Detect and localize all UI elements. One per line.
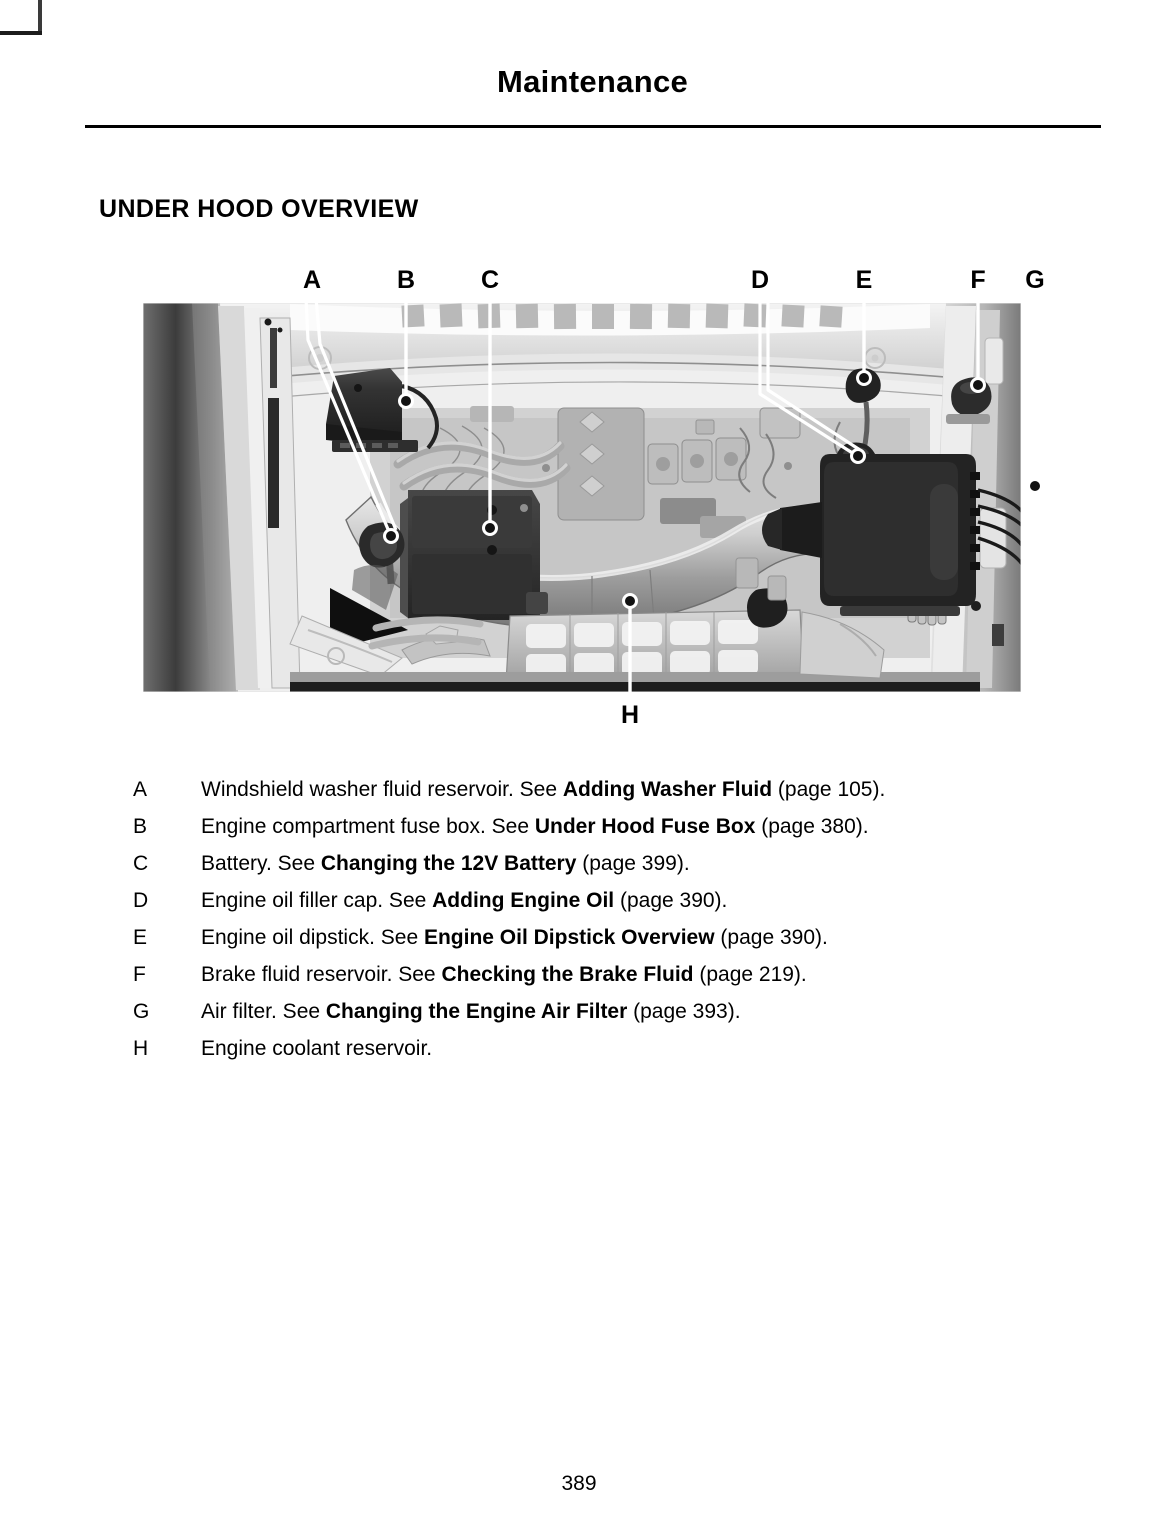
legend-row-a — [133, 775, 1093, 812]
callout-letter-h: H — [620, 701, 640, 729]
legend-row-d — [133, 886, 1093, 923]
legend-letter-d: D — [133, 889, 149, 912]
crop-mark-vertical — [38, 0, 42, 35]
callout-letter-b: B — [396, 266, 416, 294]
page-number: 389 — [561, 1472, 597, 1495]
legend-page-ref-a: (page 105). — [772, 778, 886, 801]
legend-row-b — [133, 812, 1093, 849]
legend-reference-b[interactable]: Under Hood Fuse Box — [534, 815, 756, 838]
legend-row-e — [133, 923, 1093, 960]
crop-registration-mark — [0, 0, 42, 35]
legend-page-ref-c: (page 399). — [576, 852, 690, 875]
legend-reference-f[interactable]: Checking the Brake Fluid — [441, 963, 694, 986]
engine-bay-scene — [143, 303, 1026, 692]
legend-text-e — [201, 923, 828, 953]
legend-lead-g: Air filter. See — [201, 1000, 326, 1023]
legend-row-h — [133, 1034, 1093, 1071]
legend-text-a — [201, 775, 885, 805]
legend-lead-c: Battery. See — [201, 852, 321, 875]
legend-text-f — [201, 960, 807, 990]
legend-reference-a[interactable]: Adding Washer Fluid — [562, 778, 773, 801]
legend-letter-b: B — [133, 815, 148, 838]
callout-letter-c: C — [480, 266, 500, 294]
legend-text-d — [201, 886, 727, 916]
legend-lead-f: Brake fluid reservoir. See — [201, 963, 442, 986]
engine-bay-illustration — [140, 258, 1045, 729]
legend-page-ref-f: (page 219). — [693, 963, 807, 986]
legend-reference-e[interactable]: Engine Oil Dipstick Overview — [423, 926, 715, 949]
legend-letter-c: C — [133, 852, 149, 875]
legend-lead-d: Engine oil filler cap. See — [201, 889, 433, 912]
legend-text-c — [201, 849, 690, 879]
running-header — [85, 66, 1100, 97]
legend-reference-d[interactable]: Adding Engine Oil — [432, 889, 615, 912]
header-divider-rule — [85, 125, 1101, 128]
legend-page-ref-g: (page 393). — [627, 1000, 741, 1023]
legend-letter-e: E — [133, 926, 148, 949]
legend-row-f — [133, 960, 1093, 997]
under-hood-legend-list — [133, 775, 1093, 1071]
legend-letter-f: F — [133, 963, 146, 986]
legend-letter-a: A — [133, 778, 148, 801]
callout-letter-g: G — [1025, 266, 1045, 294]
legend-reference-g[interactable]: Changing the Engine Air Filter — [325, 1000, 628, 1023]
legend-letter-g: G — [133, 1000, 150, 1023]
legend-row-g — [133, 997, 1093, 1034]
legend-page-ref-e: (page 390). — [714, 926, 828, 949]
running-header-title: Maintenance — [496, 64, 689, 99]
legend-text-g — [201, 997, 741, 1027]
callout-letter-d: D — [750, 266, 770, 294]
under-hood-figure — [140, 258, 1045, 729]
legend-lead-e: Engine oil dipstick. See — [201, 926, 424, 949]
legend-page-ref-d: (page 390). — [614, 889, 728, 912]
legend-row-c — [133, 849, 1093, 886]
callout-letter-e: E — [855, 266, 873, 294]
legend-page-ref-b: (page 380). — [755, 815, 869, 838]
legend-lead-b: Engine compartment fuse box. See — [201, 815, 535, 838]
legend-text-h — [201, 1034, 432, 1064]
callout-letter-a: A — [302, 266, 322, 294]
section-heading: UNDER HOOD OVERVIEW — [99, 194, 419, 223]
legend-lead-h: Engine coolant reservoir. — [201, 1037, 433, 1060]
callout-letter-f: F — [970, 266, 986, 294]
crop-mark-horizontal — [0, 31, 42, 35]
legend-lead-a: Windshield washer fluid reservoir. See — [201, 778, 563, 801]
legend-letter-h: H — [133, 1037, 149, 1060]
legend-text-b — [201, 812, 869, 842]
legend-reference-c[interactable]: Changing the 12V Battery — [320, 852, 577, 875]
